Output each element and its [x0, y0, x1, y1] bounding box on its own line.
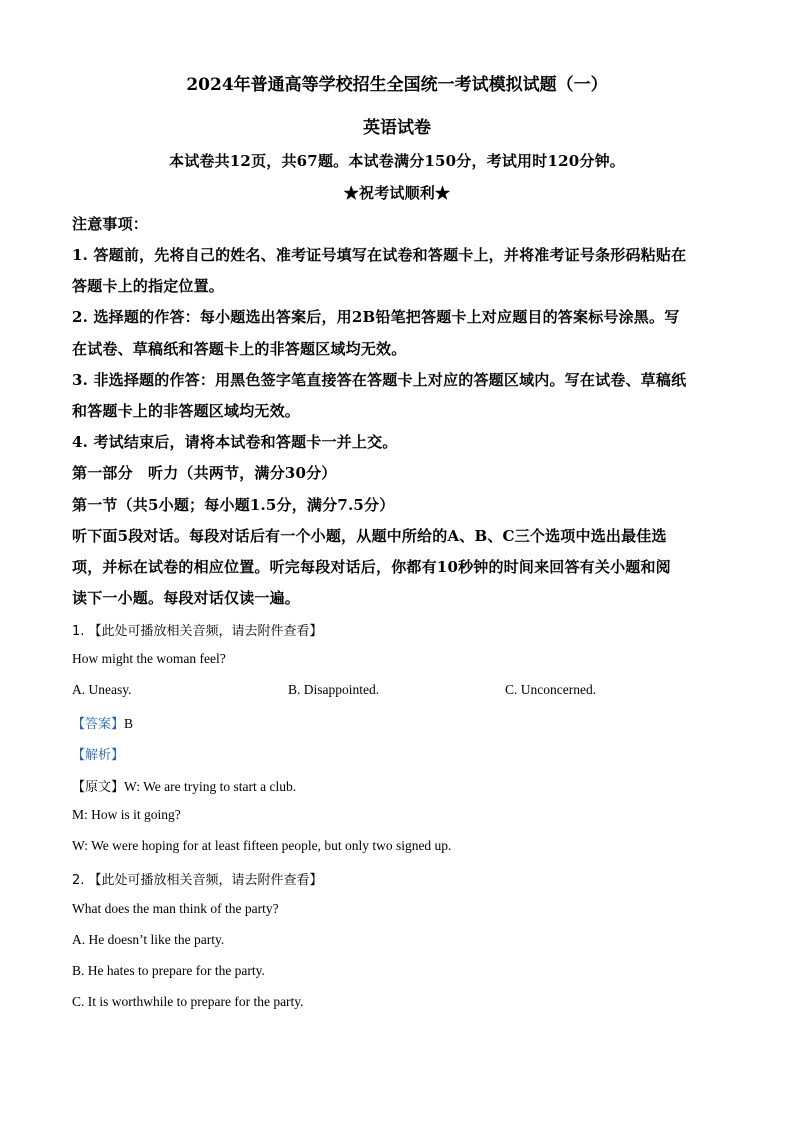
- subject-title: 英语试卷: [363, 118, 431, 138]
- page-title: 2024年普通高等学校招生全国统一考试模拟试题（一）: [186, 75, 608, 95]
- analysis-label: 【解析】: [72, 748, 125, 763]
- q2-audio-link[interactable]: 【此处可播放相关音频，请去附件查看】: [88, 873, 323, 888]
- blessing: ★祝考试顺利★: [343, 184, 451, 202]
- note-4: 4. 考试结束后，请将本试卷和答题卡一并上交。: [72, 433, 398, 451]
- q2-option-c: C. It is worthwhile to prepare for the party.: [72, 994, 304, 1009]
- part-heading: 第一部分 听力（共两节，满分30分）: [72, 464, 337, 482]
- section-heading: 第一节（共5小题；每小题1.5分，满分7.5分）: [72, 496, 395, 514]
- instruction-line-3: 读下一小题。每段对话仅读一遍。: [72, 589, 301, 607]
- instruction-line-1: 听下面5段对话。每段对话后有一个小题，从题中所给的A、B、C三个选项中选出最佳选: [72, 527, 667, 545]
- q1-option-c: C. Unconcerned.: [505, 682, 597, 697]
- note-1-line-1: 1. 答题前，先将自己的姓名、准考证号填写在试卷和答题卡上，并将准考证号条形码粘贴在: [72, 246, 687, 264]
- q2-option-b: B. He hates to prepare for the party.: [72, 963, 265, 978]
- q1-transcript-line-3: W: We were hoping for at least fifteen people, but only two signed up.: [72, 838, 452, 853]
- q1-answer: [72, 713, 133, 732]
- answer-label: 【答案】: [72, 717, 125, 732]
- q1-option-a: A. Uneasy.: [72, 682, 132, 697]
- q1-audio-note: [72, 620, 323, 639]
- note-3-line-1: 3. 非选择题的作答：用黑色签字笔直接答在答题卡上对应的答题区域内。写在试卷、草稿纸: [72, 371, 687, 389]
- answer-value: B: [124, 716, 134, 731]
- q1-audio-link[interactable]: 【此处可播放相关音频，请去附件查看】: [88, 624, 323, 639]
- instruction-line-2: 项，并标在试卷的相应位置。听完每段对话后，你都有10秒钟的时间来回答有关小题和阅: [72, 558, 671, 576]
- q1-option-b: B. Disappointed.: [288, 682, 380, 697]
- notes-heading: 注意事项：: [72, 215, 149, 233]
- transcript-text: W: We are trying to start a club.: [124, 779, 297, 794]
- q1-transcript-line-2: M: How is it going?: [72, 807, 181, 822]
- q2-audio-note: [72, 869, 323, 888]
- exam-info: 本试卷共12页，共67题。本试卷满分150分，考试用时120分钟。: [169, 152, 625, 170]
- note-1-line-2: 答题卡上的指定位置。: [72, 277, 225, 295]
- q2-option-a: A. He doesn’t like the party.: [72, 932, 225, 947]
- q1-number: 1.: [72, 624, 89, 639]
- q1-question: How might the woman feel?: [72, 651, 226, 666]
- original-label: 【原文】: [72, 780, 125, 795]
- q1-transcript-line-1: [72, 776, 296, 795]
- note-3-line-2: 和答题卡上的非答题区域均无效。: [72, 402, 301, 420]
- q2-question: What does the man think of the party?: [72, 901, 279, 916]
- note-2-line-1: 2. 选择题的作答：每小题选出答案后，用2B铅笔把答题卡上对应题目的答案标号涂黑。写: [72, 308, 680, 326]
- q2-number: 2.: [72, 873, 89, 888]
- note-2-line-2: 在试卷、草稿纸和答题卡上的非答题区域均无效。: [72, 340, 407, 358]
